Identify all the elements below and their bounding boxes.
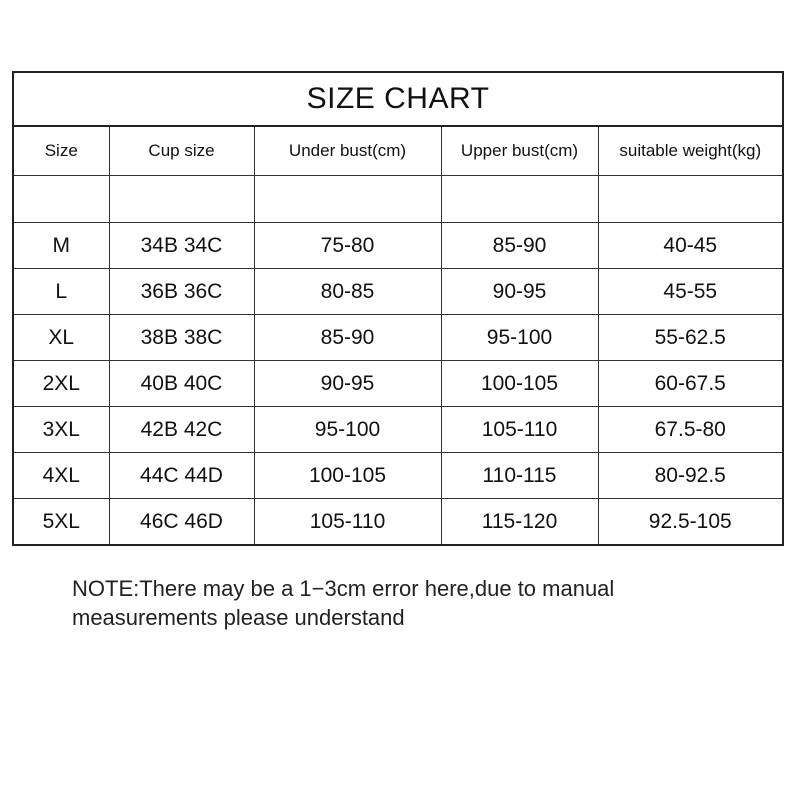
blank-cell	[441, 176, 598, 223]
under-bust-cell: 95-100	[254, 407, 441, 453]
table-row	[14, 499, 782, 545]
cup-size-cell: 46C 46D	[109, 499, 254, 545]
weight-cell: 45-55	[598, 269, 782, 315]
blank-row	[14, 176, 782, 223]
chart-title: SIZE CHART	[14, 73, 782, 127]
under-bust-cell: 85-90	[254, 315, 441, 361]
note-line-1: NOTE:There may be a 1−3cm error here,due to manual	[72, 576, 615, 601]
cup-size-cell: 34B 34C	[109, 223, 254, 269]
header-upper-bust: Upper bust(cm)	[441, 127, 598, 176]
header-suitable-weight: suitable weight(kg)	[598, 127, 782, 176]
blank-cell	[14, 176, 109, 223]
weight-cell: 60-67.5	[598, 361, 782, 407]
note-line-2: measurements please understand	[72, 605, 405, 630]
under-bust-cell: 80-85	[254, 269, 441, 315]
upper-bust-cell: 110-115	[441, 453, 598, 499]
table-row	[14, 361, 782, 407]
under-bust-cell: 105-110	[254, 499, 441, 545]
upper-bust-cell: 105-110	[441, 407, 598, 453]
size-cell: 2XL	[14, 361, 109, 407]
table-row	[14, 453, 782, 499]
weight-cell: 40-45	[598, 223, 782, 269]
cup-size-cell: 38B 38C	[109, 315, 254, 361]
upper-bust-cell: 100-105	[441, 361, 598, 407]
table-row	[14, 407, 782, 453]
header-cup-size: Cup size	[109, 127, 254, 176]
size-cell: XL	[14, 315, 109, 361]
upper-bust-cell: 115-120	[441, 499, 598, 545]
size-cell: 4XL	[14, 453, 109, 499]
upper-bust-cell: 95-100	[441, 315, 598, 361]
cup-size-cell: 40B 40C	[109, 361, 254, 407]
upper-bust-cell: 85-90	[441, 223, 598, 269]
header-row	[14, 127, 782, 176]
cup-size-cell: 42B 42C	[109, 407, 254, 453]
table-row	[14, 223, 782, 269]
measurement-note	[72, 574, 752, 632]
size-cell: L	[14, 269, 109, 315]
table-row	[14, 315, 782, 361]
weight-cell: 92.5-105	[598, 499, 782, 545]
weight-cell: 67.5-80	[598, 407, 782, 453]
header-under-bust: Under bust(cm)	[254, 127, 441, 176]
blank-cell	[109, 176, 254, 223]
under-bust-cell: 100-105	[254, 453, 441, 499]
size-cell: 3XL	[14, 407, 109, 453]
under-bust-cell: 90-95	[254, 361, 441, 407]
size-table	[14, 127, 782, 544]
header-size: Size	[14, 127, 109, 176]
weight-cell: 80-92.5	[598, 453, 782, 499]
cup-size-cell: 44C 44D	[109, 453, 254, 499]
size-cell: M	[14, 223, 109, 269]
size-cell: 5XL	[14, 499, 109, 545]
blank-cell	[598, 176, 782, 223]
cup-size-cell: 36B 36C	[109, 269, 254, 315]
upper-bust-cell: 90-95	[441, 269, 598, 315]
under-bust-cell: 75-80	[254, 223, 441, 269]
table-row	[14, 269, 782, 315]
size-chart	[12, 71, 784, 546]
blank-cell	[254, 176, 441, 223]
weight-cell: 55-62.5	[598, 315, 782, 361]
